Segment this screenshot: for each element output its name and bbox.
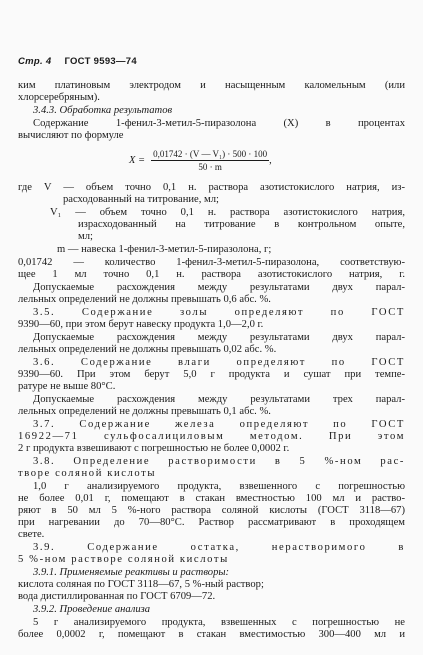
text-line: Допускаемые расхождения между результатами двух парал- xyxy=(33,282,405,293)
section-heading: 5 %-ном растворе соляной кислоты xyxy=(18,554,229,565)
text-line: не более 0,01 г, помещают в стакан вместностью 100 мл и раство- xyxy=(18,493,405,504)
text-line: при нагревании до 70—80°С. Раствор рассматривают в проходящем xyxy=(18,517,405,528)
text-line: 16922—71 сульфосалициловым методом. При этом xyxy=(18,431,405,442)
text-line: расходованный на титрование, мл; xyxy=(63,194,219,205)
formula-numerator: 0,01742 · (V — V₁) · 500 · 100 xyxy=(153,149,268,159)
text-line: m — навеска 1-фенил-3-метил-5-пиразолона, г; xyxy=(57,244,272,255)
section-heading: творе соляной кислоты xyxy=(18,468,157,479)
text-line: 9390—60, при этом берут навеску продукта 1,0—2,0 г. xyxy=(18,319,264,330)
section-heading: 3.8. Определение растворимости в 5 %-ном рас- xyxy=(33,456,405,467)
section-heading: 3.9. Содержание остатка, нерастворимого в xyxy=(33,542,405,553)
text-line: 9390—60. При этом берут 5,0 г продукта и сушат при темпе- xyxy=(18,369,405,380)
standard-title: ГОСТ 9593—74 xyxy=(64,56,137,67)
formula-lhs: X = xyxy=(129,155,146,166)
text-line: израсходованный на титрование в контрольном опыте, xyxy=(78,219,405,230)
formula xyxy=(129,149,272,172)
text-line: мл; xyxy=(78,231,93,242)
section-heading: 3.7. Содержание железа определяют по ГОСТ xyxy=(33,419,405,430)
text-line: хлорсеребряным). xyxy=(18,92,100,103)
text-line: 5 г анализируемого продукта, взвешенных с погрешностью не xyxy=(33,617,405,628)
text-line: кислота соляная по ГОСТ 3118—67, 5 %-ный раствор; xyxy=(18,579,264,590)
text-line: вычисляют по формуле xyxy=(18,130,124,141)
formula-denominator: 50 · m xyxy=(198,162,222,172)
text-line: Содержание 1-фенил-3-метил-5-пиразолона (X) в процентах xyxy=(33,118,405,129)
text-line: ким платиновым электродом и насыщенным каломельным (или xyxy=(18,80,405,91)
text-line: лельных определений не должны превышать 0,02 абс. %. xyxy=(18,344,277,355)
section-heading: 3.5. Содержание золы определяют по ГОСТ xyxy=(33,307,405,318)
text-line: более 0,0002 г, помещают в стакан вместимостью 300—400 мл и xyxy=(18,629,405,640)
formula-end: , xyxy=(269,155,272,166)
formula-fraction xyxy=(151,149,269,172)
text-line: 1,0 г анализируемого продукта, взвешенного с погрешностью xyxy=(33,481,405,492)
subsection-heading: 3.9.2. Проведение анализа xyxy=(33,604,151,615)
text-line: лельных определений не должны превышать 0,6 абс. %. xyxy=(18,294,271,305)
text-line: щее 1 мл точно 0,1 н. раствора азотистокислого натрия, г. xyxy=(18,269,405,280)
text-line: Допускаемые расхождения между результатами трех парал- xyxy=(33,394,405,405)
text-line: лельных определений не должны превышать 0,1 абс. %. xyxy=(18,406,271,417)
text-line: 0,01742 — количество 1-фенил-3-метил-5-пиразолона, соответствую- xyxy=(18,257,405,268)
subsection-heading: 3.9.1. Применяемые реактивы и растворы: xyxy=(33,567,230,578)
text-line: ряют в 50 мл 5 %-ного раствора соляной кислоты (ГОСТ 3118—67) xyxy=(18,505,405,516)
text-line: свете. xyxy=(18,529,45,540)
text-line: ратуре не выше 80°С. xyxy=(18,381,116,392)
text-line: Допускаемые расхождения между результатами двух парал- xyxy=(33,332,405,343)
text-line: вода дистиллированная по ГОСТ 6709—72. xyxy=(18,591,216,602)
section-heading: 3.4.3. Обработка результатов xyxy=(33,105,173,116)
text-line: где V — объем точно 0,1 н. раствора азотистокислого натрия, из- xyxy=(18,182,405,193)
text-line: V₁ — объем точно 0,1 н. раствора азотистокислого натрия, xyxy=(50,207,405,218)
section-heading: 3.6. Содержание влаги определяют по ГОСТ xyxy=(33,357,405,368)
page-header xyxy=(18,56,137,67)
page-number: Стр. 4 xyxy=(18,56,52,67)
text-line: 2 г продукта взвешивают с погрешностью не более 0,0002 г. xyxy=(18,443,290,454)
